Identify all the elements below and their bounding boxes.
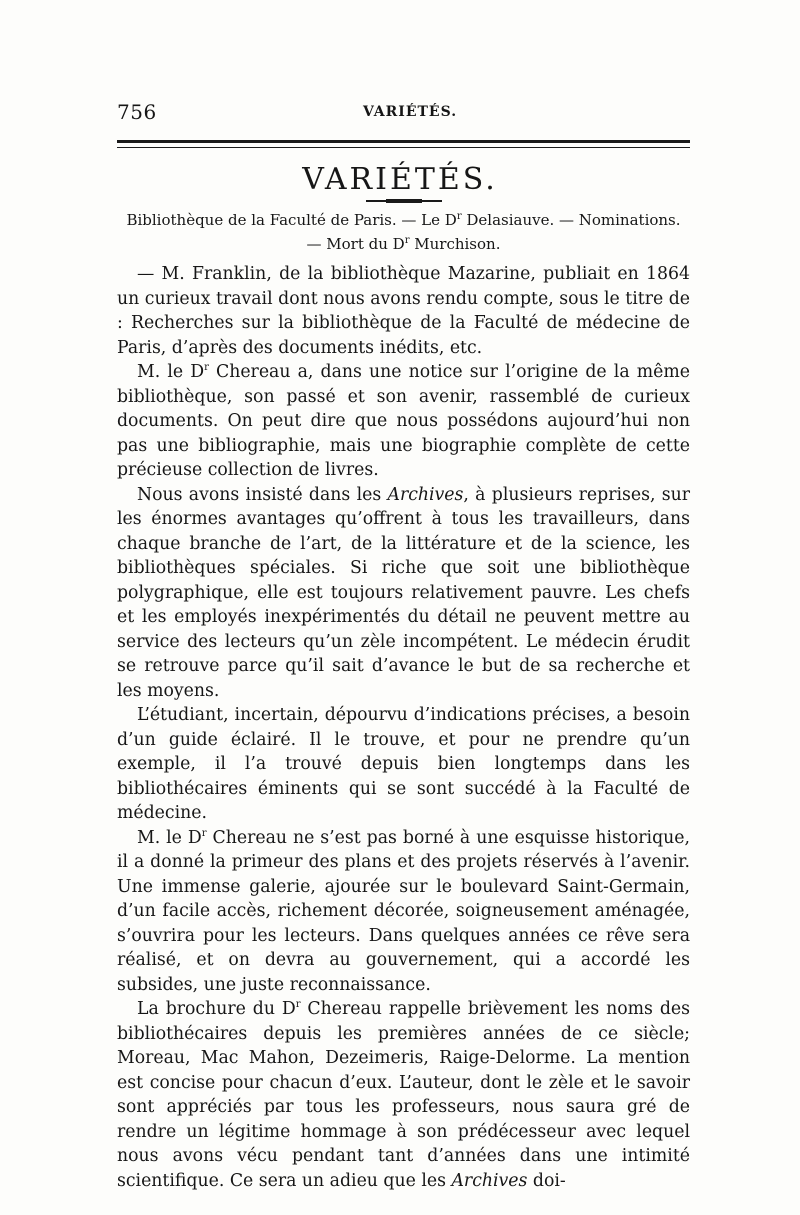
summary-line-1: Bibliothèque de la Faculté de Paris. — Le $D^r$ Delasiauve. — Nominations. [126, 211, 681, 229]
paragraph-2: M. le $D^r$ Chereau a, dans une notice sur l’origine de la même bibliothèque, son passé et son avenir, rassemblé de curieux documents. On peut dire que nous possédons aujourd’hui non pas une bibliographie, mais une biographie complète de cette précieuse collection de livres. [117, 362, 690, 480]
section-title: VARIÉTÉS. [302, 162, 498, 197]
header-rule-thick [117, 140, 690, 143]
running-header [117, 100, 690, 128]
page-number: 756 [117, 100, 157, 124]
section-summary [117, 208, 690, 256]
running-title: VARIÉTÉS. [363, 104, 458, 120]
summary-line-2: — Mort du $D^r$ Murchison. [306, 235, 501, 253]
paragraph-5: M. le $D^r$ Chereau ne s’est pas borné à une esquisse historique, il a donné la primeur des plans et des projets réservés à l’avenir. Une immense galerie, ajourée sur le boulevard Saint-Germain, d’un facile accès, richement décorée, soigneusement aménagée, s’ouvrira pour les lecteurs. Dans quelques années ce rêve sera réalisé, et on devra au gouvernement, qui a accordé les subsides, une juste reconnaissance. [117, 827, 690, 995]
title-ornament-rule [366, 200, 442, 202]
paragraph-1: — M. Franklin, de la bibliothèque Mazarine, publiait en 1864 un curieux travail dont nous avons rendu compte, sous le titre de : Recherches sur la bibliothèque de la Faculté de médecine de Paris, d’après des documents inédits, etc. [117, 264, 690, 358]
paragraph-4: L’étudiant, incertain, dépourvu d’indications précises, a besoin d’un guide éclairé. Il le trouve, et pour ne prendre qu’un exemple, il l’a trouvé depuis bien longtemps dans les bibliothécaires éminents qui se sont succédé à la Faculté de médecine. [117, 705, 690, 823]
paragraph-3: Nous avons insisté dans les Archives, à plusieurs reprises, sur les énormes avantages qu’offrent à tous les travailleurs, dans chaque branche de l’art, de la littérature et de la science, les bibliothèques spéciales. Si riche que soit une bibliothèque polygraphique, elle est toujours relativement pauvre. Les chefs et les employés inexpérimentés du détail ne peuvent mettre au service des lecteurs qu’un zèle incompétent. Le médecin érudit se retrouve parce qu’il sait d’avance le but de sa recherche et les moyens. [117, 484, 690, 701]
paragraph-6: La brochure du $D^r$ Chereau rappelle brièvement les noms des bibliothécaires depuis les premières années de ce siècle; Moreau, Mac Mahon, Dezeimeris, Raige-Delorme. La mention est concise pour chacun d’eux. L’auteur, dont le zèle et le savoir sont appréciés par tous les professeurs, nous saura gré de rendre un légitime hommage à son prédécesseur avec lequel nous avons vécu pendant tant d’années dans une intimité scientifique. Ce sera un adieu que les Archives doi- [117, 999, 690, 1191]
header-rule-thin [117, 147, 690, 148]
article-body [117, 262, 690, 1193]
